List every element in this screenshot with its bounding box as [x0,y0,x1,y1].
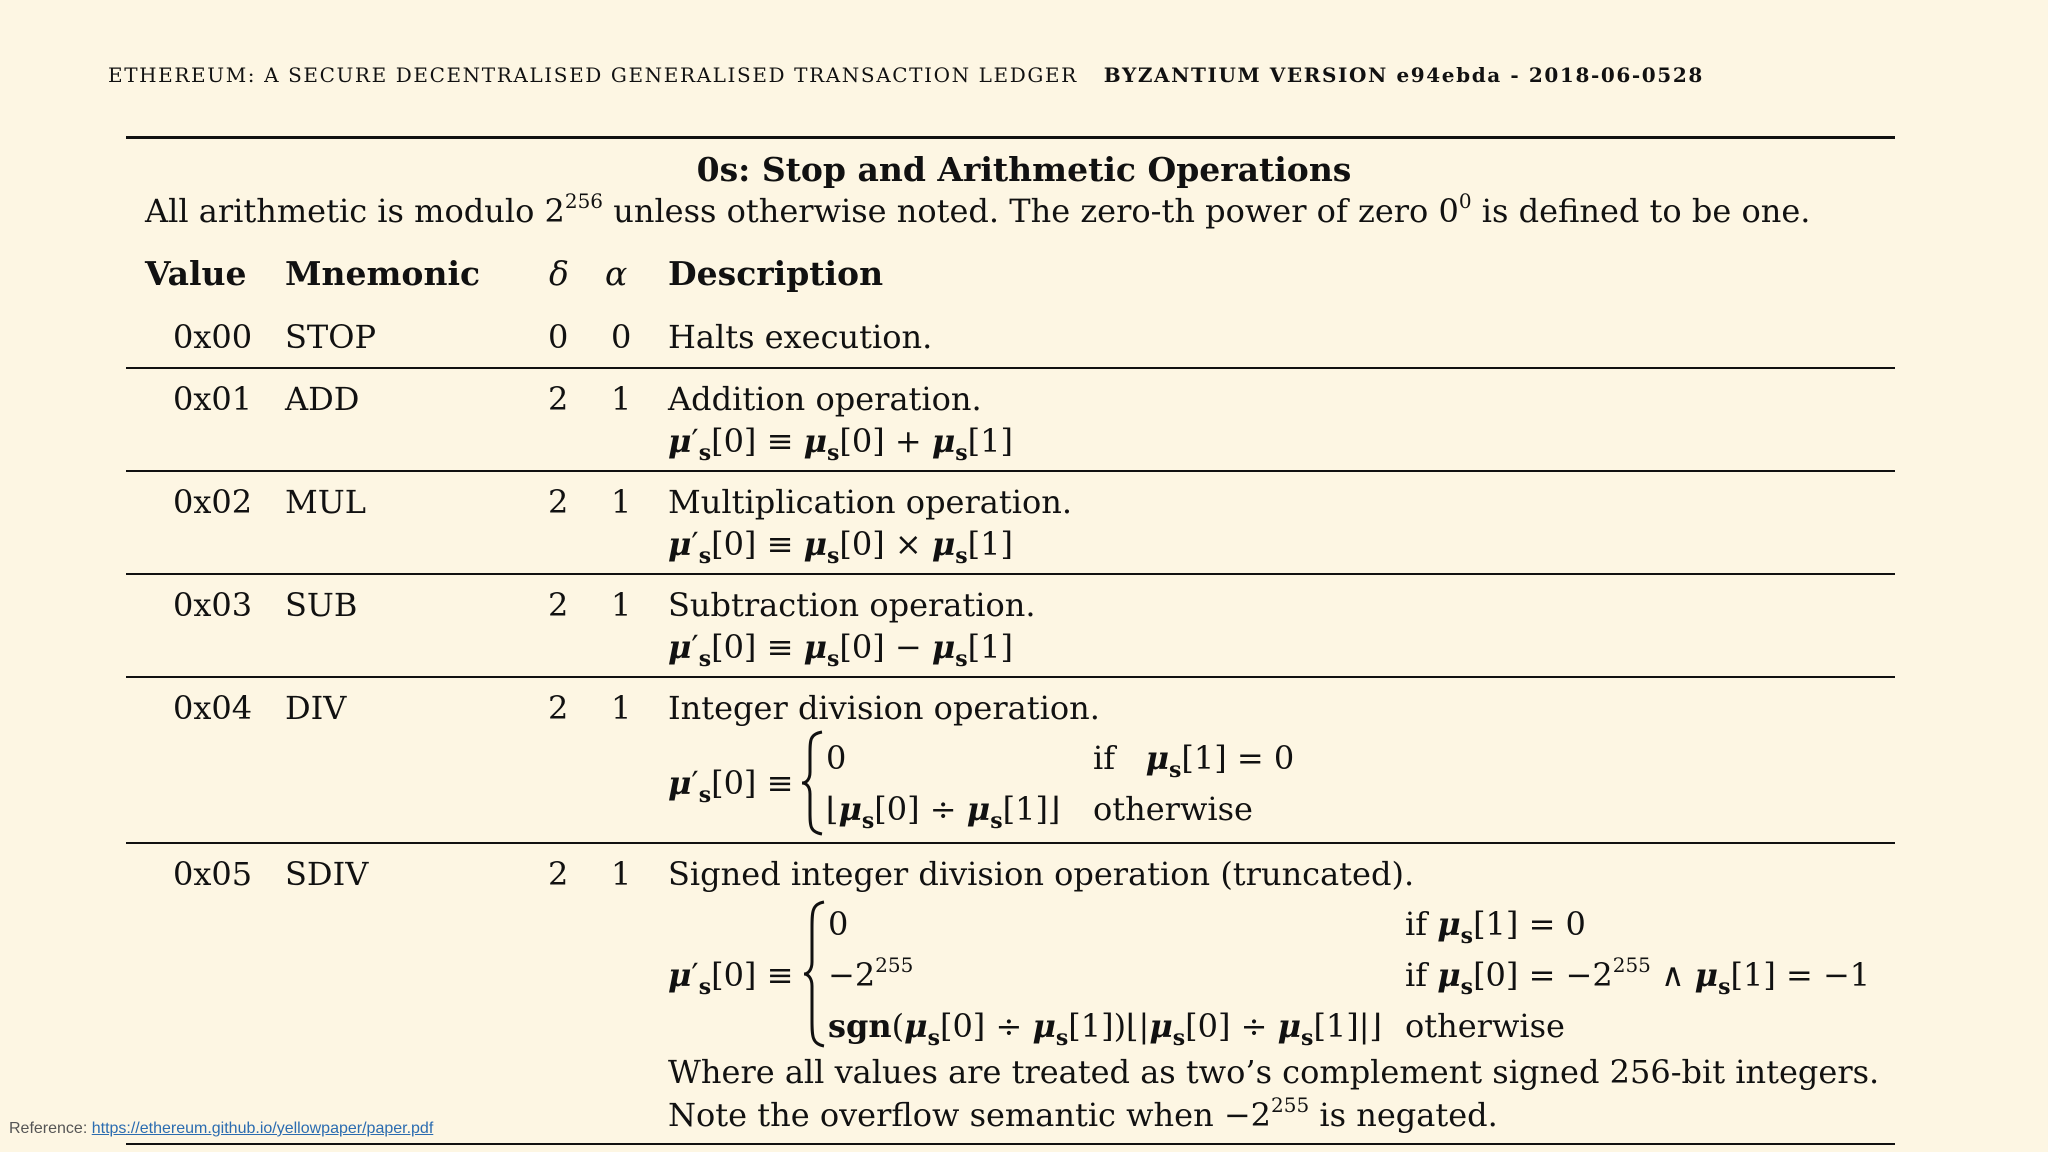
left-brace-icon [802,900,828,1048]
row-formula-lhs: $\mu'_s[0]$ ≡ [668,764,794,808]
row-description: Addition operation. [668,380,982,418]
row-description: Signed integer division operation (truncated). [668,855,1415,893]
row-value: 0x04 [173,689,253,727]
case-condition: otherwise [1093,790,1253,828]
row-alpha: 1 [611,855,632,893]
row-formula-lhs: $\mu'_s[0]$ ≡ [668,956,794,1000]
table-top-rule [126,136,1895,139]
row-delta: 2 [548,380,569,418]
row-alpha: 1 [611,689,632,727]
running-header [108,62,1968,88]
col-delta: δ [549,254,569,293]
row-description: Multiplication operation. [668,483,1072,521]
row-delta: 0 [548,318,569,356]
col-value: Value [145,254,247,293]
left-brace-icon [800,730,826,836]
section-intro: All arithmetic is modulo $2^{256}$ unless otherwise noted. The zero-th power of zero $0^0$ is defined to be one. [145,189,1811,230]
row-mnemonic: DIV [285,689,347,727]
row-description: Integer division operation. [668,689,1100,727]
row-divider [126,676,1895,678]
case-value: 0 [828,905,849,943]
row-value: 0x02 [173,483,253,521]
row-note: Where all values are treated as two’s complement signed 256-bit integers. [668,1053,1880,1091]
row-value: 0x05 [173,855,253,893]
row-mnemonic: SUB [285,586,358,624]
section-title: 0s: Stop and Arithmetic Operations [696,150,1352,189]
case-condition: if $\mu_s[0] = -2^{255}$ ∧ $\mu_s[1] = -1$ [1405,953,1871,1000]
case-value: $⌊\mu_s[0]$ ÷ $\mu_s[1]⌋$ [826,790,1061,834]
row-divider [126,367,1895,369]
row-mnemonic: MUL [285,483,366,521]
table-bottom-rule [126,1143,1895,1145]
paper-title: ETHEREUM: A SECURE DECENTRALISED GENERALISED TRANSACTION LEDGER [108,63,1078,87]
row-value: 0x00 [173,318,253,356]
row-description: Subtraction operation. [668,586,1036,624]
paper-version: BYZANTIUM VERSION e94ebda - 2018-06-0528 [1103,63,1704,87]
case-value: 0 [826,739,847,777]
case-value: $sgn(\mu_s[0]$ ÷ $\mu_s[1])⌊|\mu_s[0]$ ÷ $\mu_s[1]|⌋$ [828,1007,1383,1051]
row-description: Halts execution. [668,318,933,356]
row-alpha: 1 [611,380,632,418]
row-delta: 2 [548,855,569,893]
row-divider [126,573,1895,575]
row-divider [126,842,1895,844]
row-mnemonic: STOP [285,318,377,356]
row-divider [126,470,1895,472]
row-formula: $\mu'_s[0] \equiv \mu_s[0] \times \mu_s[1]$ [668,525,1013,569]
case-value: $-2^{255}$ [828,953,914,994]
reference-label: Reference: [9,1120,92,1137]
col-alpha: α [605,254,628,293]
row-note: Note the overflow semantic when $-2^{255}$ is negated. [668,1093,1498,1134]
reference-link[interactable]: https://ethereum.github.io/yellowpaper/paper.pdf [91,1120,434,1137]
col-description: Description [668,254,884,293]
row-delta: 2 [548,689,569,727]
row-value: 0x03 [173,586,253,624]
reference-footer [9,1120,433,1138]
case-condition: if $\mu_s[1] = 0$ [1093,739,1295,783]
row-alpha: 1 [611,483,632,521]
col-mnemonic: Mnemonic [285,254,481,293]
row-mnemonic: ADD [285,380,360,418]
row-alpha: 1 [611,586,632,624]
row-value: 0x01 [173,380,253,418]
row-formula: $\mu'_s[0] \equiv \mu_s[0] + \mu_s[1]$ [668,422,1013,466]
row-formula: $\mu'_s[0] \equiv \mu_s[0] - \mu_s[1]$ [668,628,1013,672]
case-condition: otherwise [1405,1007,1565,1045]
row-delta: 2 [548,483,569,521]
row-mnemonic: SDIV [285,855,369,893]
row-delta: 2 [548,586,569,624]
case-condition: if $\mu_s[1] = 0$ [1405,905,1586,949]
row-alpha: 0 [611,318,632,356]
